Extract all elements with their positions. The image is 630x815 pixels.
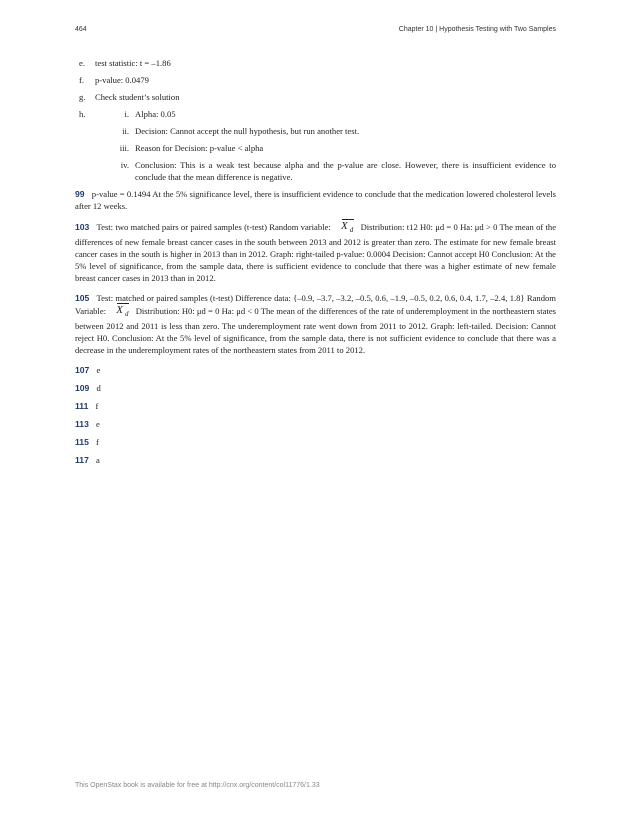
answer-text-part-b: Distribution: t12 H0: μd = 0 Ha: μd > 0 The mean of the differences of new female breast cancer cases in the south between 2013 and 2012 is greater than zero. The estimate for new female breast cancer cases in the south is higher in 2013 than in 2012. Graph: right-tailed p-value: 0.0004 Decision: Cannot accept H0 Conclusion: At the 5% level of significance, from the sample data, there is sufficient evidence to conclude that there was a higher estimate of new female breast cancer cases in 2013 than in 2012.: [75, 222, 557, 284]
short-answer: [75, 364, 556, 376]
sub-list-text: Alpha: 0.05: [135, 109, 176, 119]
answer-number: 103: [75, 222, 90, 232]
list-marker: e.: [79, 58, 85, 68]
page-content: [75, 57, 556, 472]
answer-number: 117: [75, 455, 89, 466]
short-answer: [75, 382, 556, 394]
answer-105: [75, 292, 556, 356]
sub-list-text: Reason for Decision: p-value < alpha: [135, 143, 264, 153]
short-answer: [75, 436, 556, 448]
sub-list-item: [95, 108, 556, 120]
chapter-title: Chapter 10 | Hypothesis Testing with Two Samples: [398, 26, 556, 33]
answer-number: 111: [75, 401, 89, 412]
sub-list-marker: i.: [124, 109, 129, 119]
list-item: [75, 108, 556, 183]
list-item: [75, 91, 556, 103]
answer-letter: f: [95, 401, 99, 412]
answer-letter: e: [96, 419, 100, 430]
answer-number: 113: [75, 419, 89, 430]
list-marker: h.: [79, 109, 86, 119]
sub-list-text: Decision: Cannot accept the null hypothesis, but run another test.: [135, 126, 360, 136]
sub-list-item: [95, 142, 556, 154]
symbol-letter: X: [341, 220, 348, 232]
answer-103: [75, 220, 556, 284]
list-item: [75, 74, 556, 86]
sub-list-marker: ii.: [122, 126, 129, 136]
answer-letter: e: [96, 365, 101, 376]
list-marker: f.: [79, 75, 85, 85]
alpha-list: [75, 57, 556, 183]
list-text: Check student’s solution: [95, 92, 180, 102]
answer-99: [75, 188, 556, 212]
symbol-letter: X: [116, 304, 123, 317]
answer-number: 109: [75, 383, 90, 394]
roman-list: [95, 108, 556, 183]
sub-list-marker: iii.: [119, 143, 129, 153]
list-text: test statistic: t = –1.86: [95, 58, 171, 68]
short-answer: [75, 454, 556, 466]
sub-list-text: Conclusion: This is a weak test because alpha and the p-value are close. However, there is insufficient evidence to conclude that the mean difference is negative.: [135, 160, 556, 182]
x-bar-d-symbol: [116, 304, 128, 320]
answer-text-part-a: Test: matched or paired samples (t-test) Difference data: {–0.9, –3.7, –3.2, –0.5, 0.6, –1.9, –0.5, 0.2, 0.6, 0.4, 1.7, –2.4, 1.8} Random Variable:: [75, 293, 556, 317]
x-bar-d-symbol: [341, 220, 353, 236]
short-answer: [75, 418, 556, 430]
list-item: [75, 57, 556, 69]
answer-text-part-b: Distribution: H0: μd = 0 Ha: μd < 0 The mean of the differences of the rate of underemployment in the northeastern states between 2012 and 2011 is less than zero. The underemployment rate went down from 2011 to 2012. Graph: left-tailed. Decision: Cannot reject H0. Conclusion: At the 5% level of significance, from the sample data, there is not sufficient evidence to conclude that there was a decrease in the underemployment rates of the northeastern states from 2011 to 2012.: [75, 306, 557, 356]
page-footer[interactable]: This OpenStax book is available for free at http://cnx.org/content/col11776/1.33: [75, 782, 320, 789]
symbol-subscript: d: [124, 310, 129, 319]
answer-letter: f: [96, 437, 99, 448]
answer-letter: a: [96, 455, 100, 466]
answer-number: 107: [75, 365, 90, 376]
answer-text: p-value = 0.1494 At the 5% significance level, there is insufficient evidence to conclude that the medication lowered cholesterol levels after 12 weeks.: [75, 189, 556, 211]
answer-letter: d: [96, 383, 101, 394]
symbol-subscript: d: [349, 226, 354, 235]
answer-number: 115: [75, 437, 89, 448]
page-number: 464: [75, 26, 87, 33]
sub-list-item: [95, 125, 556, 137]
sub-list-marker: iv.: [120, 160, 129, 170]
answer-number: 99: [75, 189, 85, 199]
short-answer: [75, 400, 556, 412]
answer-number: 105: [75, 293, 90, 304]
sub-list-item: [95, 159, 556, 183]
answer-text-part-a: Test: two matched pairs or paired samples (t-test) Random variable:: [96, 222, 331, 232]
list-text: p-value: 0.0479: [95, 75, 149, 85]
list-marker: g.: [79, 92, 86, 102]
